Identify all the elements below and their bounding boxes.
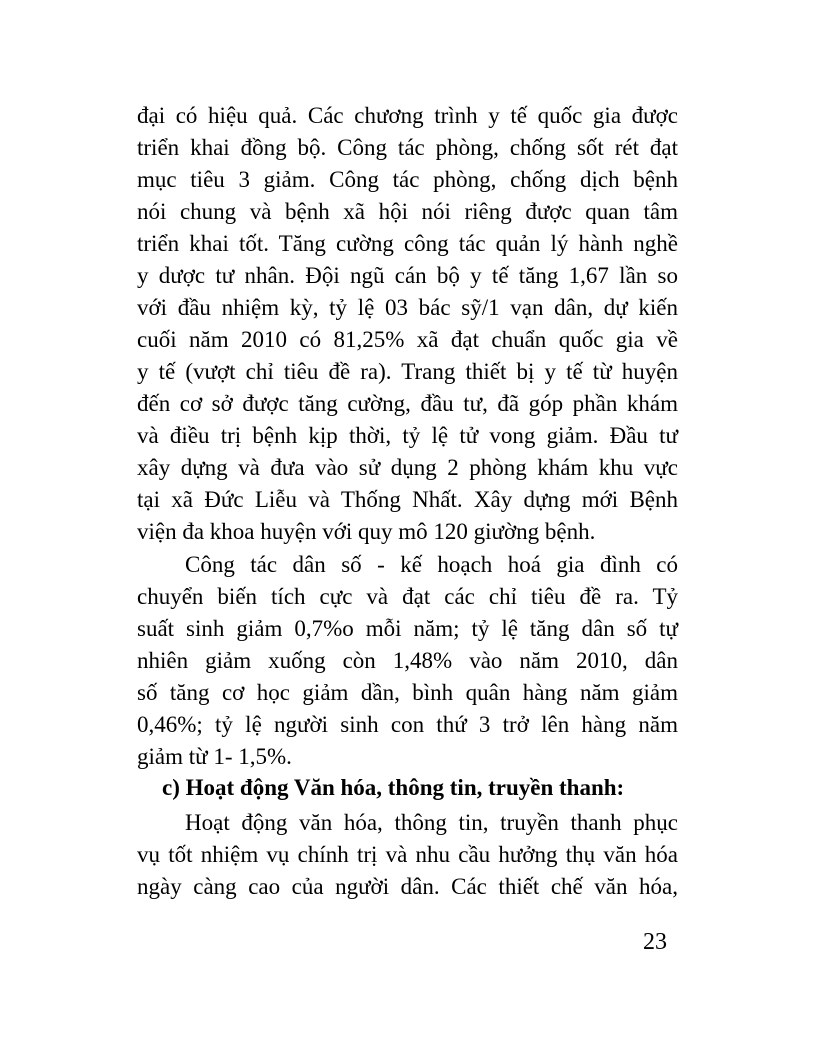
paragraph-1-line-2: triển khai đồng bộ. Công tác phòng, chống sốt rét đạt bbox=[137, 135, 678, 160]
paragraph-1-line-7: với đầu nhiệm kỳ, tỷ lệ 03 bác sỹ/1 vạn dân, dự kiến bbox=[137, 295, 678, 320]
paragraph-1-line-9: y tế (vượt chỉ tiêu đề ra). Trang thiết bị y tế từ huyện bbox=[137, 359, 678, 384]
page-number: 23 bbox=[643, 929, 667, 955]
paragraph-2-line-5: số tăng cơ học giảm dần, bình quân hàng năm giảm bbox=[137, 680, 678, 705]
paragraph-1-line-11: và điều trị bệnh kịp thời, tỷ lệ tử vong giảm. Đầu tư bbox=[137, 423, 678, 448]
paragraph-2-line-4: nhiên giảm xuống còn 1,48% vào năm 2010, dân bbox=[137, 648, 678, 673]
paragraph-2-line-6: 0,46%; tỷ lệ người sinh con thứ 3 trở lên hàng năm bbox=[137, 712, 678, 737]
paragraph-2-line-7: giảm từ 1- 1,5%. bbox=[137, 744, 292, 769]
paragraph-1-line-3: mục tiêu 3 giảm. Công tác phòng, chống dịch bệnh bbox=[137, 167, 678, 192]
paragraph-1-line-8: cuối năm 2010 có 81,25% xã đạt chuẩn quốc gia về bbox=[137, 327, 678, 352]
paragraph-1-line-6: y dược tư nhân. Đội ngũ cán bộ y tế tăng 1,67 lần so bbox=[137, 263, 678, 288]
paragraph-1-line-5: triển khai tốt. Tăng cường công tác quản lý hành nghề bbox=[137, 231, 678, 256]
section-paragraph-line-3: ngày càng cao của người dân. Các thiết chế văn hóa, bbox=[137, 874, 678, 899]
section-paragraph-line-1: Hoạt động văn hóa, thông tin, truyền thanh phục bbox=[185, 810, 678, 835]
paragraph-2-line-2: chuyển biến tích cực và đạt các chỉ tiêu đề ra. Tỷ bbox=[137, 584, 678, 609]
section-paragraph-line-2: vụ tốt nhiệm vụ chính trị và nhu cầu hưởng thụ văn hóa bbox=[137, 842, 678, 867]
section-heading: c) Hoạt động Văn hóa, thông tin, truyền thanh: bbox=[162, 775, 625, 800]
paragraph-1-line-1: đại có hiệu quả. Các chương trình y tế quốc gia được bbox=[137, 103, 678, 128]
paragraph-1-line-14: viện đa khoa huyện với quy mô 120 giường bệnh. bbox=[137, 519, 596, 544]
paragraph-1-line-12: xây dựng và đưa vào sử dụng 2 phòng khám khu vực bbox=[137, 455, 678, 480]
paragraph-2-line-3: suất sinh giảm 0,7%o mỗi năm; tỷ lệ tăng dân số tự bbox=[137, 616, 678, 641]
paragraph-1-line-13: tại xã Đức Liễu và Thống Nhất. Xây dựng mới Bệnh bbox=[137, 487, 678, 512]
paragraph-1-line-10: đến cơ sở được tăng cường, đầu tư, đã góp phần khám bbox=[137, 391, 678, 416]
paragraph-2-line-1: Công tác dân số - kế hoạch hoá gia đình có bbox=[185, 552, 678, 577]
paragraph-1-line-4: nói chung và bệnh xã hội nói riêng được quan tâm bbox=[137, 199, 678, 224]
